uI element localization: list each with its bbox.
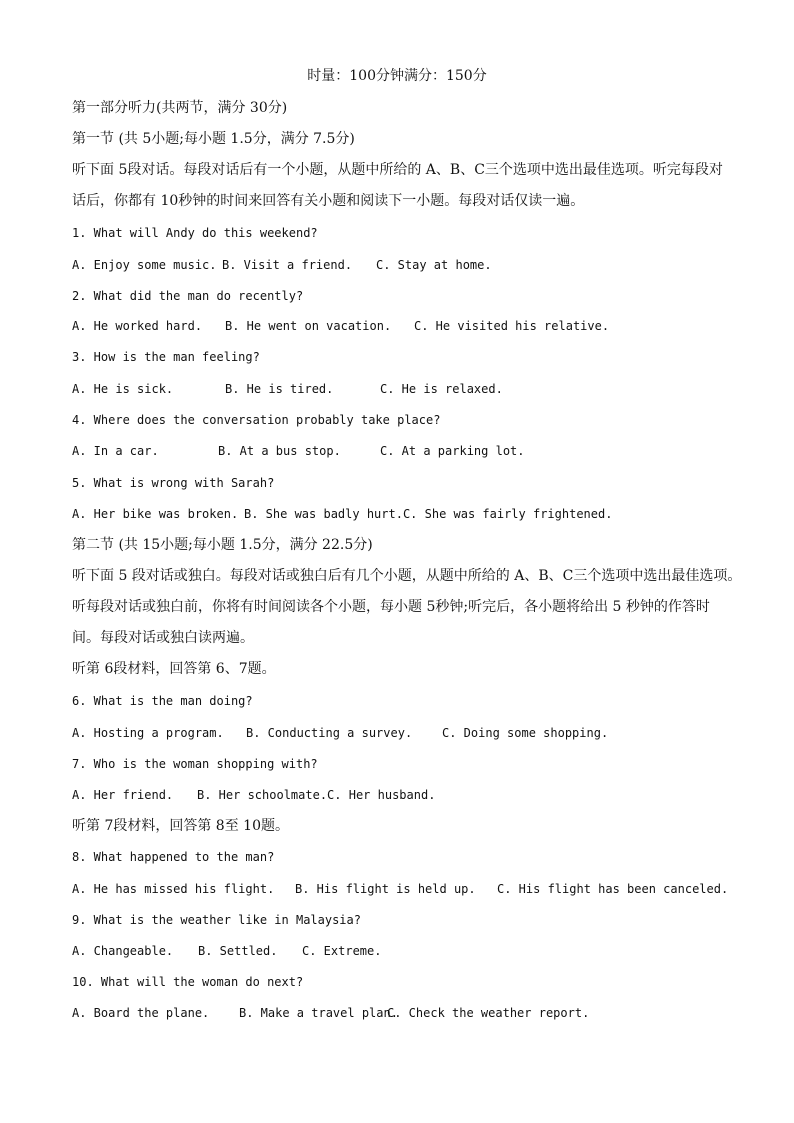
- question-2: 2. What did the man do recently?: [72, 289, 304, 303]
- question-2-options: [72, 316, 609, 336]
- question-3-option-c: C. He is relaxed.: [380, 382, 503, 396]
- section2-instructions-line1: 听下面 5 段对话或独白。每段对话或独白后有几个小题，从题中所给的 A、B、C三个选项中选出最佳选项。: [72, 568, 742, 584]
- question-4: 4. Where does the conversation probably take place?: [72, 413, 441, 427]
- question-8: 8. What happened to the man?: [72, 850, 275, 864]
- question-10-option-c: C. Check the weather report.: [387, 1006, 590, 1020]
- question-7-option-a: A. Her friend.: [72, 788, 174, 802]
- question-8-option-c: C. His flight has been canceled.: [497, 882, 729, 896]
- section2-instructions-line3: 间。每段对话或独白读两遍。: [72, 630, 254, 646]
- question-9-option-a: A. Changeable.: [72, 944, 174, 958]
- question-3-option-a: A. He is sick.: [72, 382, 174, 396]
- question-1-option-a: A. Enjoy some music.: [72, 258, 217, 272]
- question-9: 9. What is the weather like in Malaysia?: [72, 913, 361, 927]
- question-3: 3. How is the man feeling?: [72, 350, 260, 364]
- question-6-option-a: A. Hosting a program.: [72, 726, 224, 740]
- question-1-option-c: C. Stay at home.: [376, 258, 492, 272]
- question-6: 6. What is the man doing?: [72, 694, 253, 708]
- material-7-heading: 听第 7段材料，回答第 8至 10题。: [72, 818, 289, 834]
- question-4-option-b: B. At a bus stop.: [218, 444, 341, 458]
- question-7-option-b: B. Her schoolmate.C. Her husband.: [197, 788, 436, 802]
- material-6-heading: 听第 6段材料，回答第 6、7题。: [72, 661, 276, 677]
- question-8-option-b: B. His flight is held up.: [295, 882, 476, 896]
- question-5: 5. What is wrong with Sarah?: [72, 476, 275, 490]
- question-1-option-b: B. Visit a friend.: [222, 258, 353, 272]
- question-4-options: [72, 441, 525, 461]
- question-6-option-b: B. Conducting a survey.: [246, 726, 413, 740]
- question-5-options: [72, 504, 612, 524]
- question-4-option-a: A. In a car.: [72, 444, 159, 458]
- question-5-option-b: B. She was badly hurt.C. She was fairly frightened.: [244, 507, 613, 521]
- section2-heading: 第二节 (共 15小题;每小题 1.5分，满分 22.5分): [72, 537, 373, 553]
- exam-header-title: 时量：100分钟满分：150分: [307, 68, 487, 84]
- section2-instructions-line2: 听每段对话或独白前，你将有时间阅读各个小题，每小题 5秒钟;听完后，各小题将给出 5 秒钟的作答时: [72, 599, 710, 615]
- question-1-options: [72, 255, 492, 275]
- question-10: 10. What will the woman do next?: [72, 975, 304, 989]
- section1-instructions-line2: 话后，你都有 10秒钟的时间来回答有关小题和阅读下一小题。每段对话仅读一遍。: [72, 193, 585, 209]
- question-10-option-b: B. Make a travel plan.: [239, 1006, 398, 1020]
- question-1: 1. What will Andy do this weekend?: [72, 226, 318, 240]
- question-6-options: [72, 723, 608, 743]
- question-7: 7. Who is the woman shopping with?: [72, 757, 318, 771]
- section1-instructions-line1: 听下面 5段对话。每段对话后有一个小题，从题中所给的 A、B、C三个选项中选出最佳选项。听完每段对: [72, 162, 723, 178]
- question-6-option-c: C. Doing some shopping.: [442, 726, 609, 740]
- question-9-option-b: B. Settled.: [198, 944, 278, 958]
- question-9-options: [72, 941, 381, 961]
- question-10-options: [72, 1003, 589, 1023]
- section1-heading: 第一节 (共 5小题;每小题 1.5分，满分 7.5分): [72, 131, 355, 147]
- part1-heading: 第一部分听力(共两节，满分 30分): [72, 100, 288, 116]
- question-2-option-b: B. He went on vacation.: [225, 319, 392, 333]
- question-8-option-a: A. He has missed his flight.: [72, 882, 275, 896]
- question-4-option-c: C. At a parking lot.: [380, 444, 525, 458]
- question-8-options: [72, 879, 728, 899]
- question-9-option-c: C. Extreme.: [302, 944, 382, 958]
- question-7-options: [72, 785, 435, 805]
- question-2-option-a: A. He worked hard.: [72, 319, 203, 333]
- question-2-option-c: C. He visited his relative.: [414, 319, 610, 333]
- question-5-option-a: A. Her bike was broken.: [72, 507, 239, 521]
- question-3-option-b: B. He is tired.: [225, 382, 334, 396]
- question-10-option-a: A. Board the plane.: [72, 1006, 210, 1020]
- question-3-options: [72, 379, 503, 399]
